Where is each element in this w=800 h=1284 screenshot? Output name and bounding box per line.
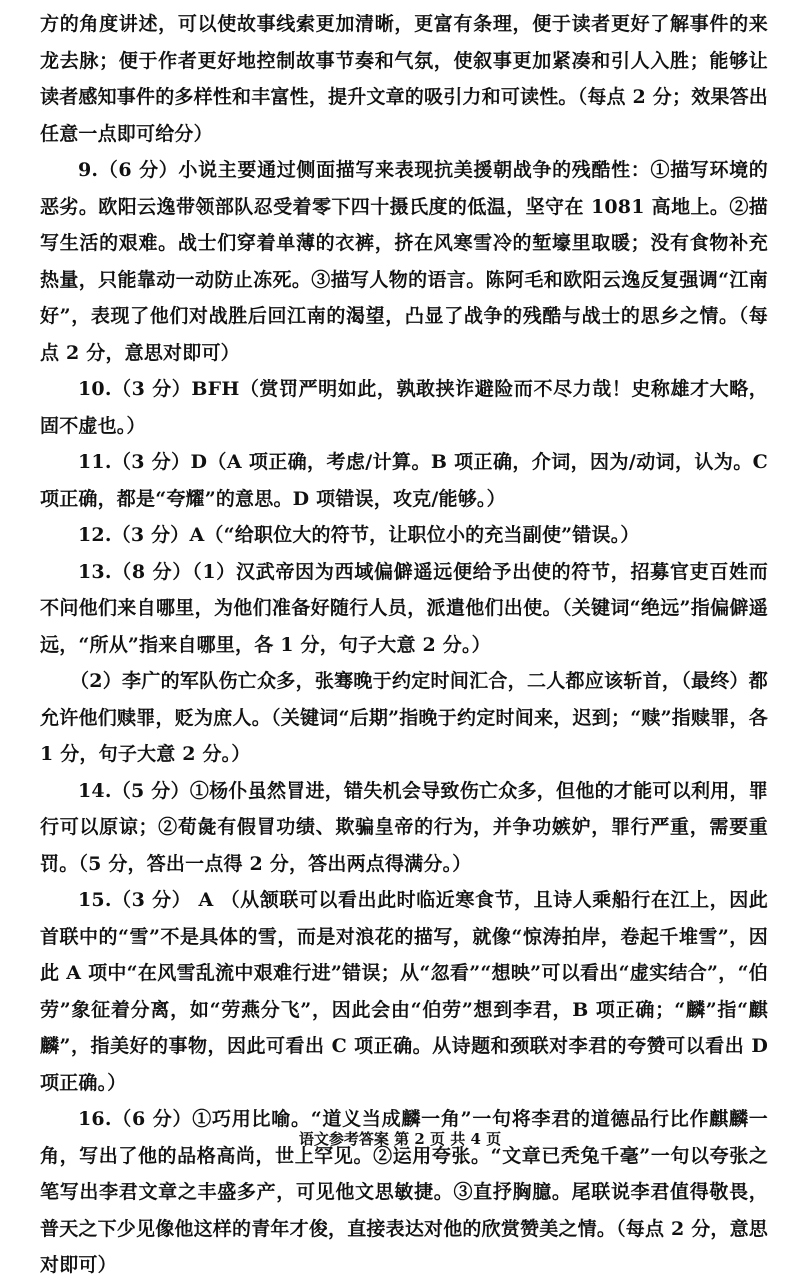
answer-14: 14.（5 分）①杨仆虽然冒进，错失机会导致伤亡众多，但他的才能可以利用，罪行可以原谅；②荀彘有假冒功绩、欺骗皇帝的行为，并争功嫉妒，罪行严重，需要重罚。（5 分，答出一点得 2 分，答出两点得满分。） [40,779,768,875]
answer-13-part-1: 13.（8 分）（1）汉武帝因为西域偏僻遥远便给予出使的符节，招募官吏百姓而不问他们来自哪里，为他们准备好随行人员，派遣他们出使。（关键词“绝远”指偏僻遥远，“所从”指来自哪里，各 1 分，句子大意 2 分。） [40,560,768,656]
answer-10: 10.（3 分）BFH（赏罚严明如此，孰敢挟诈避险而不尽力哉！史称雄才大略，固不虚也。） [40,378,768,437]
page-footer: 语文参考答案 第 2 页 共 4 页 [298,1130,502,1148]
answer-15: 15.（3 分） A （从颔联可以看出此时临近寒食节，且诗人乘船行在江上，因此首联中的“雪”不是具体的雪，而是对浪花的描写，就像“惊涛拍岸，卷起千堆雪”，因此 A 项中“在风雪乱流中艰难行进”错误；从“忽看”“想映”可以看出“虚实结合”，“伯劳”象征着分离，如“劳燕分飞”，因此会由“伯劳”想到李君，B 项正确；“麟”指“麒麟”，指美好的事物，因此可看出 C 项正确。从诗题和颈联对李君的夸赞可以看出 D 项正确。） [40,889,768,1094]
answer-11: 11.（3 分）D（A 项正确，考虑/计算。B 项正确，介词，因为/动词，认为。C 项正确，都是“夸耀”的意思。D 项错误，攻克/能够。） [40,451,768,510]
answer-8-continuation: 方的角度讲述，可以使故事线索更加清晰，更富有条理，便于读者更好了解事件的来龙去脉；便于作者更好地控制故事节奏和气氛，使叙事更加紧凑和引人入胜；能够让读者感知事件的多样性和丰富性，提升文章的吸引力和可读性。（每点 2 分；效果答出任意一点即可给分） [40,13,768,145]
answer-13-part-2: （2）李广的军队伤亡众多，张骞晚于约定时间汇合，二人都应该斩首，（最终）都允许他们赎罪，贬为庶人。（关键词“后期”指晚于约定时间来，迟到；“赎”指赎罪，各 1 分，句子大意 2 分。） [40,670,768,765]
answer-key-page [40,6,768,1284]
answer-12: 12.（3 分）A（“给职位大的符节，让职位小的充当副使”错误。） [78,524,640,546]
answer-9: 9.（6 分）小说主要通过侧面描写来表现抗美援朝战争的残酷性：①描写环境的恶劣。欧阳云逸带领部队忍受着零下四十摄氏度的低温，坚守在 1081 高地上。②描写生活的艰难。战士们穿着单薄的衣裤，挤在风寒雪冷的堑壕里取暖；没有食物补充热量，只能靠动一动防止冻死。③描写人物的语言。陈阿毛和欧阳云逸反复强调“江南好”，表现了他们对战胜后回江南的渴望，凸显了战争的残酷与战士的思乡之情。（每点 2 分，意思对即可） [40,159,768,364]
answer-16: 16.（6 分）①巧用比喻。“道义当成麟一角”一句将李君的道德品行比作麒麟一角，写出了他的品格高尚，世上罕见。②运用夸张。“文章已秃兔千毫”一句以夸张之笔写出李君文章之丰盛多产，可见他文思敏捷。③直抒胸臆。尾联说李君值得敬畏，普天之下少见像他这样的青年才俊，直接表达对他的欣赏赞美之情。（每点 2 分，意思对即可） [40,1108,768,1276]
